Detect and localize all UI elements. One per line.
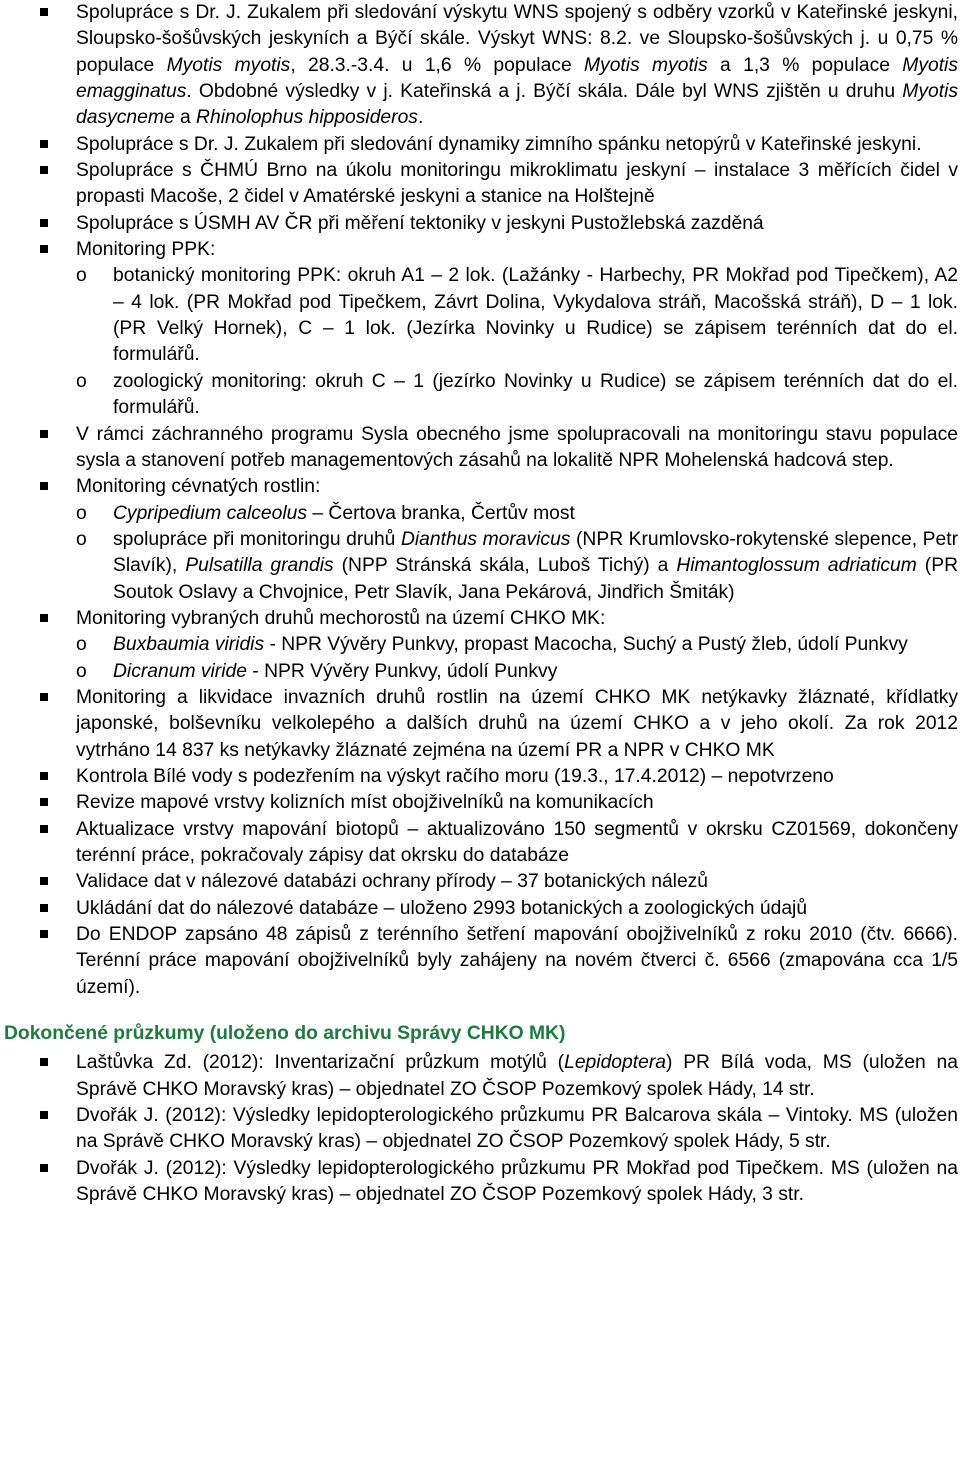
list-item: V rámci záchranného programu Sysla obecného jsme spolupracovali na monitoringu stavu populace sysla a stanovení potřeb managementových zásahů na lokalitě NPR Mohelenská hadcová step.: [0, 422, 960, 475]
section-heading: Dokončené průzkumy (uloženo do archivu Správy CHKO MK): [4, 1023, 566, 1045]
sub-list-item: o Dicranum viride - NPR Vývěry Punkvy, údolí Punkvy: [76, 659, 958, 685]
list-item: Spolupráce s ÚSMH AV ČR při měření tektoniky v jeskyni Pustožlebská zazděná: [0, 211, 960, 237]
list-item: Ukládání dat do nálezové databáze – uloženo 2993 botanických a zoologických údajů: [0, 896, 960, 922]
sub-list-item: o spolupráce při monitoringu druhů Dianthus moravicus (NPR Krumlovsko-rokytenské slepence, Petr Slavík), Pulsatilla grandis (NPP Stránská skála, Luboš Tichý) a Himantoglossum adriaticum (PR Soutok Oslavy a Chvojnice, Petr Slavík, Jana Pekárová, Jindřich Šmiták): [76, 527, 958, 606]
list-item: Revize mapové vrstvy kolizních míst obojživelníků na komunikacích: [0, 790, 960, 816]
list-item: Do ENDOP zapsáno 48 zápisů z terénního šetření mapování obojživelníků z roku 2010 (čtv. 6666). Terénní práce mapování obojživelníků byly zahájeny na novém čtverci č. 6566 (zmapována cca 1/5 území).: [0, 922, 960, 1001]
list-item: Monitoring a likvidace invazních druhů rostlin na území CHKO MK netýkavky žláznaté, křídlatky japonské, bolševníku velkolepého a dalších druhů na území CHKO a v jeho okolí. Za rok 2012 vytrháno 14 837 ks netýkavky žláznaté zejména na území PR a NPR v CHKO MK: [0, 685, 960, 764]
sub-list: [76, 501, 958, 606]
list-item: [0, 606, 960, 685]
sub-list: [76, 263, 958, 421]
sub-list-item: o Cypripedium calceolus – Čertova branka, Čertův most: [76, 501, 958, 527]
list-item: Validace dat v nálezové databázi ochrany přírody – 37 botanických nálezů: [0, 869, 960, 895]
list-item: Kontrola Bílé vody s podezřením na výskyt račího moru (19.3., 17.4.2012) – nepotvrzeno: [0, 764, 960, 790]
list-item: Dvořák J. (2012): Výsledky lepidopterologického průzkumu PR Mokřad pod Tipečkem. MS (uložen na Správě CHKO Moravský kras) – objednatel ZO ČSOP Pozemkový spolek Hády, 3 str.: [0, 1156, 960, 1209]
list-item-heading: Monitoring cévnatých rostlin:: [76, 476, 321, 498]
sub-list: [76, 632, 958, 685]
list-item-heading: Monitoring PPK:: [76, 239, 216, 261]
list-item-heading: Monitoring vybraných druhů mechorostů na území CHKO MK:: [76, 607, 606, 629]
list-item: Aktualizace vrstvy mapování biotopů – aktualizováno 150 segmentů v okrsku CZ01569, dokončeny terénní práce, pokračovaly zápisy dat okrsku do databáze: [0, 817, 960, 870]
sub-list-item: o botanický monitoring PPK: okruh A1 – 2 lok. (Lažánky - Harbechy, PR Mokřad pod Tipečkem), A2 – 4 lok. (PR Mokřad pod Tipečkem, Závrt Dolina, Vykydalova stráň, Macošská stráň), D – 1 lok. (PR Velký Hornek), C – 1 lok. (Jezírka Novinky u Rudice) se zápisem terénních dat do el. formulářů.: [76, 263, 958, 368]
list-item: [0, 237, 960, 421]
list-item: Laštůvka Zd. (2012): Inventarizační průzkum motýlů (Lepidoptera) PR Bílá voda, MS (uložen na Správě CHKO Moravský kras) – objednatel ZO ČSOP Pozemkový spolek Hády, 14 str.: [0, 1050, 960, 1103]
list-item: Spolupráce s ČHMÚ Brno na úkolu monitoringu mikroklimatu jeskyní – instalace 3 měřících čidel v propasti Macoše, 2 čidel v Amatérské jeskyni a stanice na Holštejně: [0, 158, 960, 211]
list-item: Spolupráce s Dr. J. Zukalem při sledování dynamiky zimního spánku netopýrů v Kateřinské jeskyni.: [0, 132, 960, 158]
completed-surveys-list: [0, 1050, 960, 1208]
list-item: Spolupráce s Dr. J. Zukalem při sledování výskytu WNS spojený s odběry vzorků v Kateřinské jeskyni, Sloupsko-šošůvských jeskyních a Býčí skále. Výskyt WNS: 8.2. ve Sloupsko-šošůvských j. u 0,75 % populace Myotis myotis, 28.3.-3.4. u 1,6 % populace Myotis myotis a 1,3 % populace Myotis emagginatus. Obdobné výsledky v j. Kateřinská a j. Býčí skála. Dále byl WNS zjištěn u druhu Myotis dasycneme a Rhinolophus hipposideros.: [0, 0, 960, 132]
sub-list-item: o Buxbaumia viridis - NPR Vývěry Punkvy, propast Macocha, Suchý a Pustý žleb, údolí Punkvy: [76, 632, 958, 658]
list-item: [0, 474, 960, 606]
list-item: Dvořák J. (2012): Výsledky lepidopterologického průzkumu PR Balcarova skála – Vintoky. MS (uložen na Správě CHKO Moravský kras) – objednatel ZO ČSOP Pozemkový spolek Hády, 5 str.: [0, 1103, 960, 1156]
sub-list-item: o zoologický monitoring: okruh C – 1 (jezírko Novinky u Rudice) se zápisem terénních dat do el. formulářů.: [76, 369, 958, 422]
